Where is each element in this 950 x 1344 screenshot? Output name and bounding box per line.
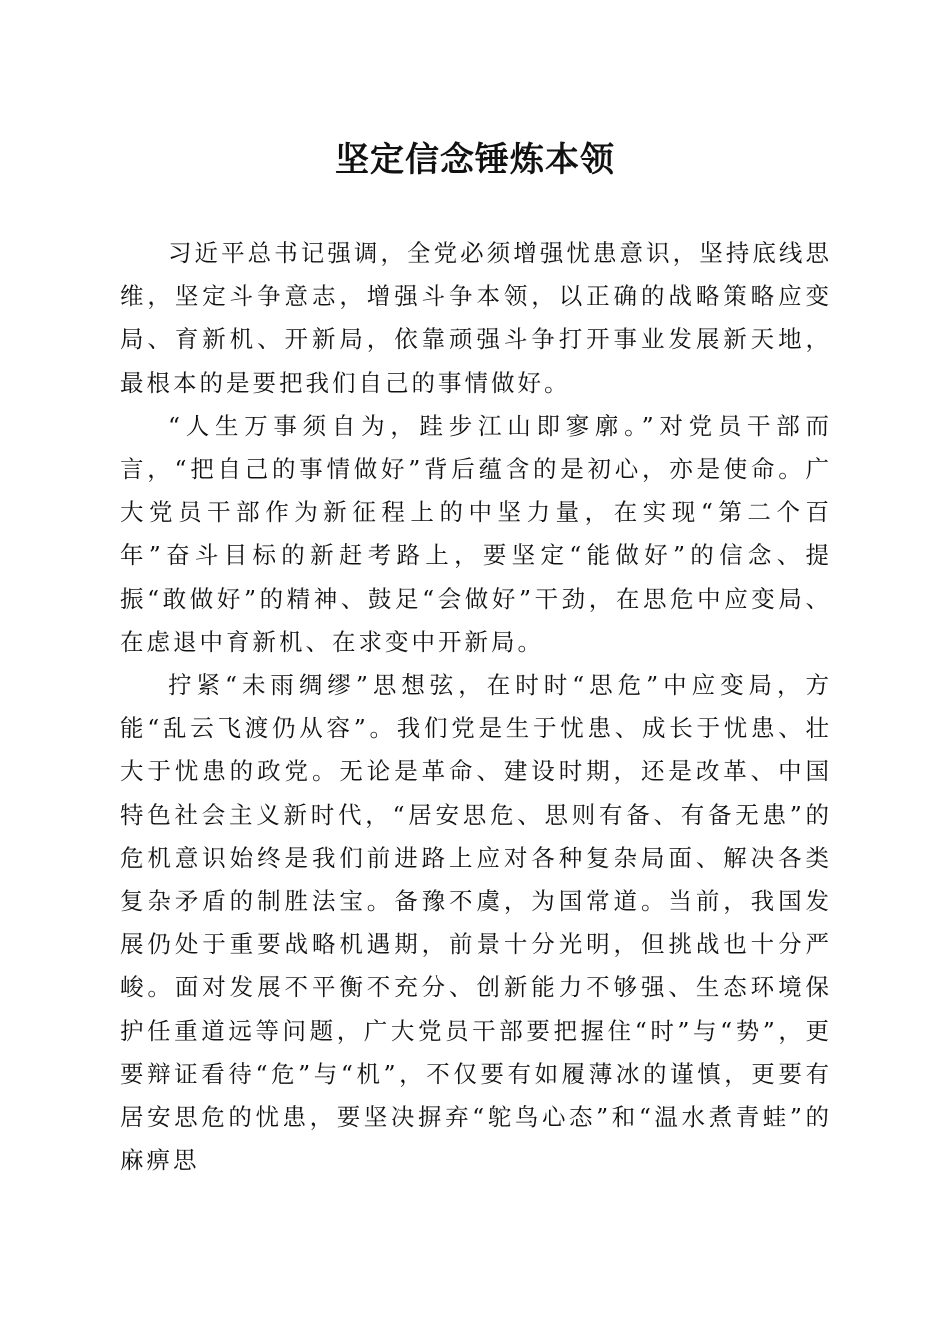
paragraph-1: 习近平总书记强调，全党必须增强忧患意识，坚持底线思维，坚定斗争意志，增强斗争本领，以正确的战略策略应变局、育新机、开新局，依靠顽强斗争打开事业发展新天地，最根本的是要把我们自己的事情做好。 xyxy=(120,239,832,397)
paragraph-2: “人生万事须自为，跬步江山即寥廓。”对党员干部而言，“把自己的事情做好”背后蕴含的是初心，亦是使命。广大党员干部作为新征程上的中坚力量，在实现“第二个百年”奋斗目标的新赶考路上，要坚定“能做好”的信念、提振“敢做好”的精神、鼓足“会做好”干劲，在思危中应变局、在虑退中育新机、在求变中开新局。 xyxy=(120,411,832,656)
document-body xyxy=(120,232,832,1182)
document-title: 坚定信念锤炼本领 xyxy=(335,140,615,180)
paragraph-3: 拧紧“未雨绸缪”思想弦，在时时“思危”中应变局，方能“乱云飞渡仍从容”。我们党是生于忧患、成长于忧患、壮大于忧患的政党。无论是革命、建设时期，还是改革、中国特色社会主义新时代，“居安思危、思则有备、有备无患”的危机意识始终是我们前进路上应对各种复杂局面、解决各类复杂矛盾的制胜法宝。备豫不虞，为国常道。当前，我国发展仍处于重要战略机遇期，前景十分光明，但挑战也十分严峻。面对发展不平衡不充分、创新能力不够强、生态环境保护任重道远等问题，广大党员干部要把握住“时”与“势”，更要辩证看待“危”与“机”，不仅要有如履薄冰的谨慎，更要有居安思危的忧患，要坚决摒弃“鸵鸟心态”和“温水煮青蛙”的麻痹思 xyxy=(120,671,832,1175)
